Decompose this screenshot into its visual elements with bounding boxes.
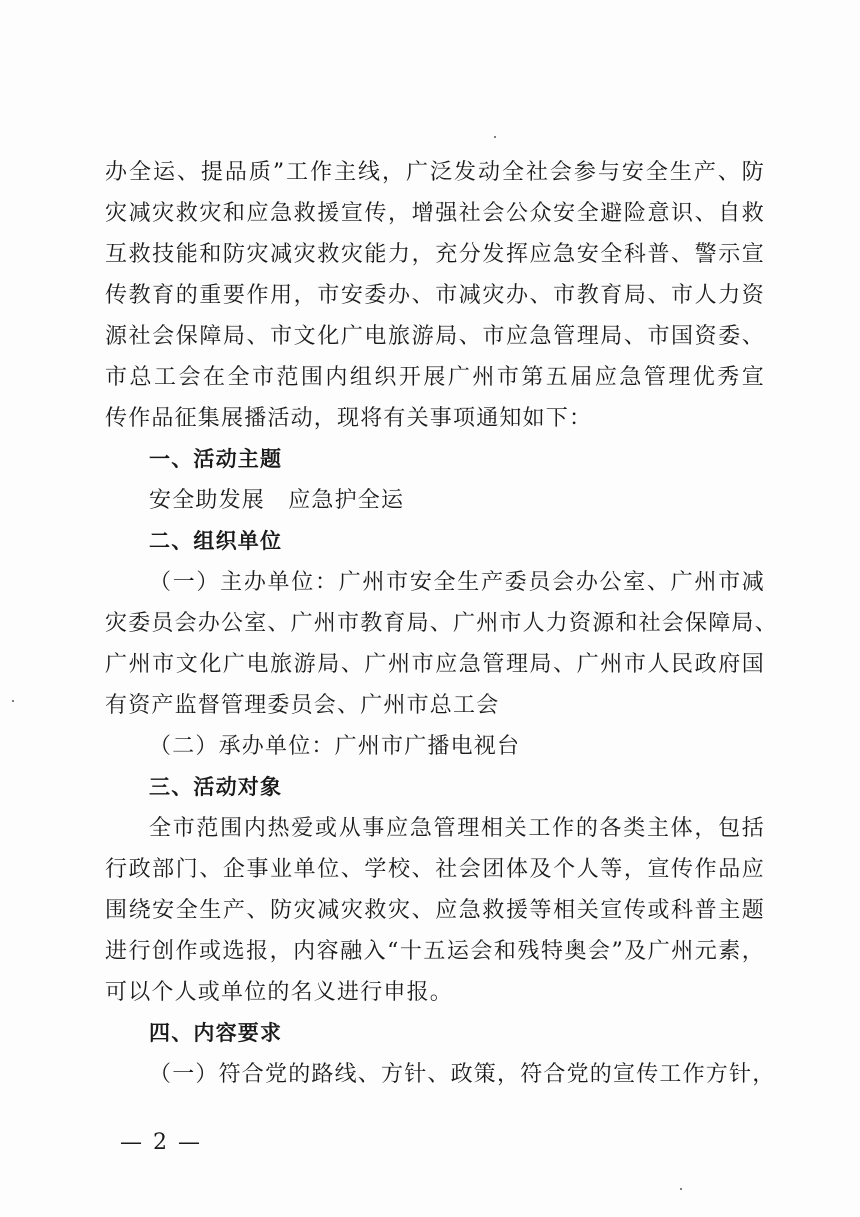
text-line: 互救技能和防灾减灾救灾能力，充分发挥应急安全科普、警示宣 (105, 242, 765, 267)
text-line: 全市范围内热爱或从事应急管理相关工作的各类主体，包括 (149, 816, 765, 841)
scan-speck (494, 136, 496, 138)
theme-text: 安全助发展 应急护全运 (149, 488, 405, 513)
text-line: 围绕安全生产、防灾减灾救灾、应急救援等相关宣传或科普主题 (105, 898, 765, 923)
text-line: 广州市文化广电旅游局、广州市应急管理局、广州市人民政府国 (105, 652, 765, 677)
scan-speck (680, 1188, 682, 1190)
scan-speck (12, 700, 14, 702)
organizer-paragraph (105, 562, 778, 726)
intro-paragraph (105, 152, 765, 439)
text-line: 灾委员会办公室、广州市教育局、广州市人力资源和社会保障局、 (105, 611, 778, 636)
section-heading-organizers: 二、组织单位 (149, 529, 283, 553)
section-heading-participants: 三、活动对象 (149, 775, 283, 799)
text-line: 市总工会在全市范围内组织开展广州市第五届应急管理优秀宣 (105, 365, 765, 390)
section-heading-content-requirements: 四、内容要求 (149, 1021, 283, 1045)
text-line: 有资产监督管理委员会、广州市总工会 (105, 693, 500, 718)
text-line: （一）主办单位：广州市安全生产委员会办公室、广州市减 (149, 570, 765, 595)
text-line: 可以个人或单位的名义进行申报。 (105, 980, 454, 1005)
page-number: — 2 — (120, 1130, 202, 1155)
text-line: 源社会保障局、市文化广电旅游局、市应急管理局、市国资委、 (105, 324, 765, 349)
text-line: 传作品征集展播活动，现将有关事项通知如下： (105, 406, 593, 431)
undertaker-text: （二）承办单位：广州市广播电视台 (149, 734, 521, 759)
text-line: 办全运、提品质”工作主线，广泛发动全社会参与安全生产、防 (105, 160, 765, 185)
text-line: 传教育的重要作用，市安委办、市减灾办、市教育局、市人力资 (105, 283, 765, 308)
text-line: 灾减灾救灾和应急救援宣传，增强社会公众安全避险意识、自救 (105, 201, 765, 226)
document-body (105, 152, 778, 1095)
text-line: （一）符合党的路线、方针、政策，符合党的宣传工作方针， (149, 1062, 776, 1087)
text-line: 行政部门、企事业单位、学校、社会团体及个人等，宣传作品应 (105, 857, 765, 882)
text-line: 进行创作或选报，内容融入“十五运会和残特奥会”及广州元素， (105, 939, 765, 964)
participants-paragraph (105, 808, 765, 1013)
section-heading-theme: 一、活动主题 (149, 447, 283, 471)
